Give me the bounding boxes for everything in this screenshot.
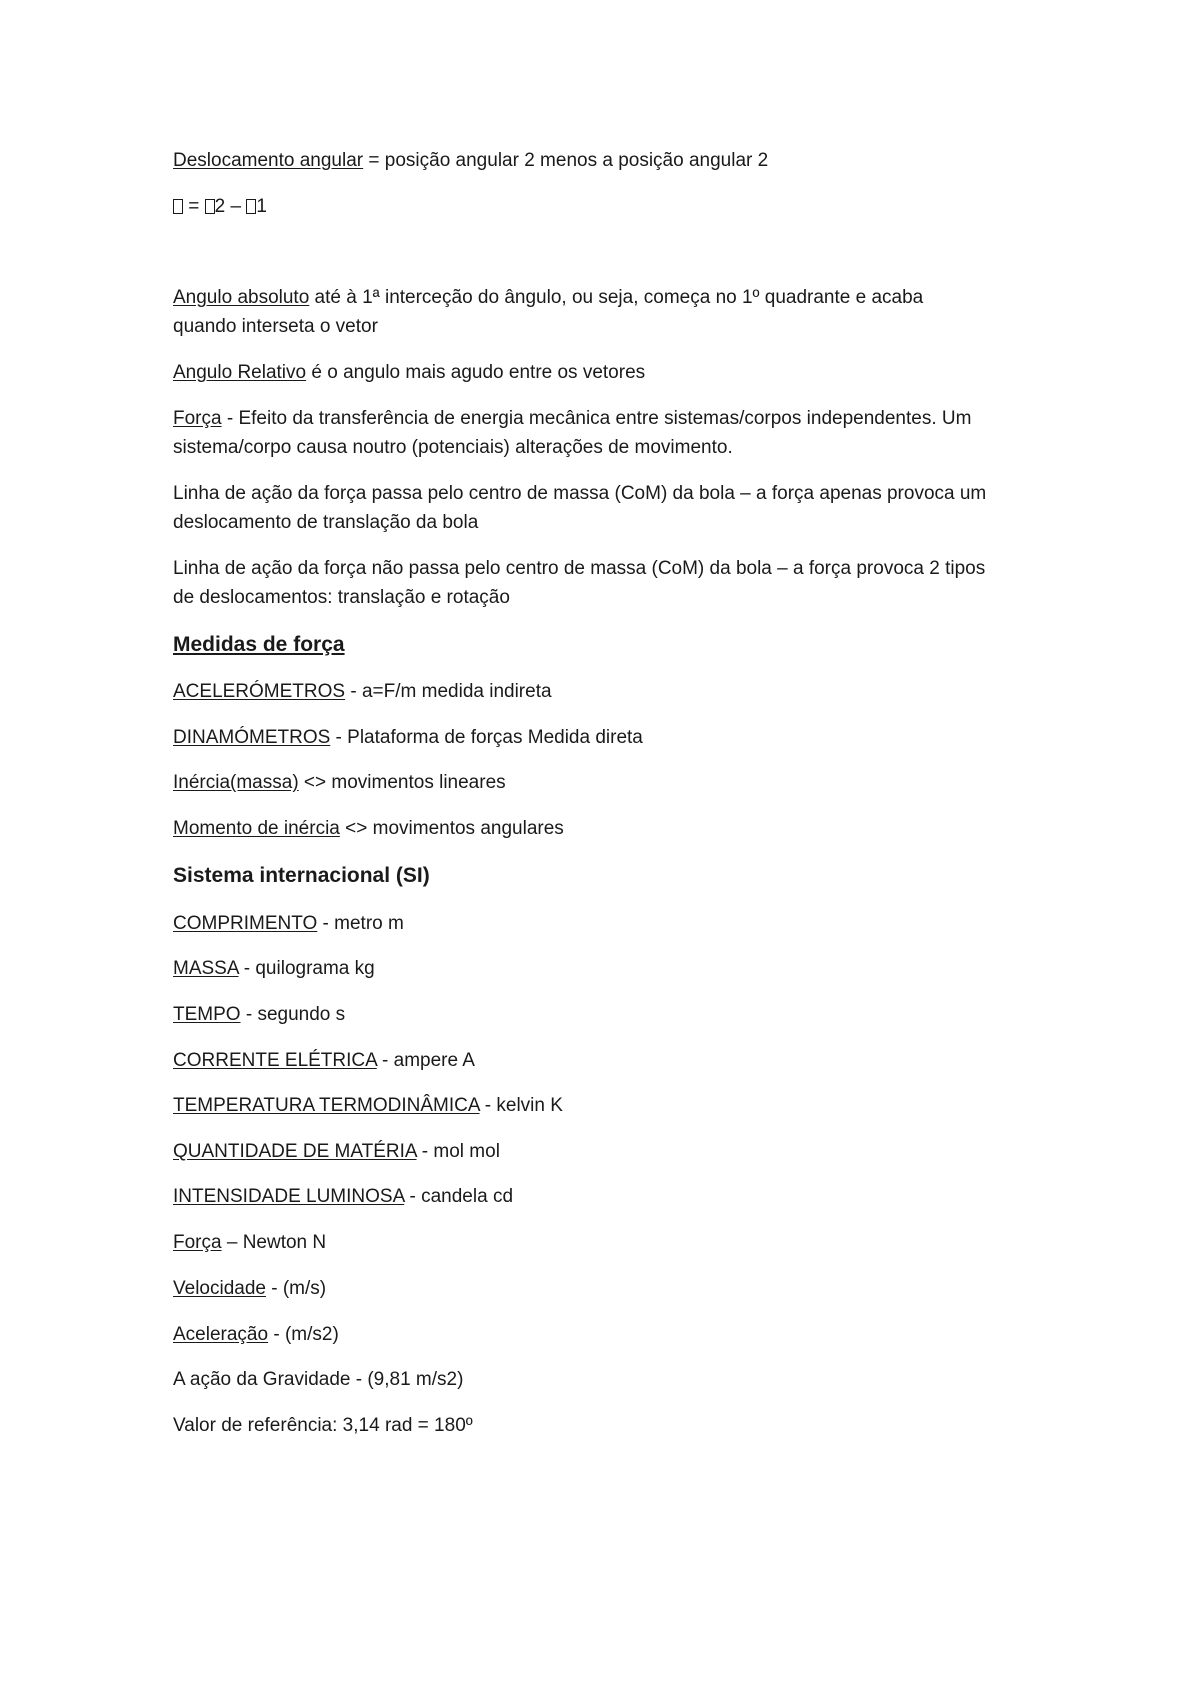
si-unit-item [173,1228,326,1257]
heading-medidas-de-forca: Medidas de força [173,633,345,656]
medidas-desc: - a=F/m medida indireta [345,681,552,702]
medidas-item [173,723,643,752]
theta-symbol-glyph [246,199,256,214]
linha-acao-2-line-2 [173,583,510,612]
medidas-item [173,814,564,843]
si-unit-item [173,954,375,983]
linha-acao-1-line-2 [173,508,478,537]
si-quantity: COMPRIMENTO [173,913,318,934]
deslocamento-angular-definition: = posição angular 2 menos a posição angular 2 [363,150,769,171]
si-unit: - quilograma kg [238,958,375,979]
si-quantity: TEMPERATURA TERMODINÂMICA [173,1095,480,1116]
linha-acao-1-line [173,479,986,508]
medidas-term: ACELERÓMETROS [173,681,346,702]
si-unit-item [173,909,404,938]
si-unit: - (m/s2) [268,1324,339,1345]
si-unit-item [173,1182,513,1211]
linha-acao-2-text-cont: de deslocamentos: translação e rotação [173,587,510,608]
medidas-item [173,677,552,706]
term-angulo-relativo: Angulo Relativo [173,362,307,383]
si-unit: - mol mol [416,1141,500,1162]
theta-symbol-glyph [205,199,215,214]
si-unit: - candela cd [404,1186,514,1207]
formula-theta1: 1 [256,196,267,217]
linha-acao-1-text: Linha de ação da força passa pelo centro de massa (CoM) da bola – a força apenas provoca um [173,483,987,504]
angular-formula-line [173,192,267,221]
formula-theta2: 2 – [214,196,247,217]
term-deslocamento-angular: Deslocamento angular [173,150,364,171]
forca-line [173,404,971,433]
medidas-desc: - Plataforma de forças Medida direta [330,727,643,748]
term-forca: Força [173,408,222,429]
si-quantity: MASSA [173,958,239,979]
si-unit-item [173,1137,500,1166]
medidas-term: Momento de inércia [173,818,340,839]
medidas-item [173,768,506,797]
formula-equals: = [183,196,205,217]
si-quantity: Aceleração [173,1324,269,1345]
medidas-term: Inércia(massa) [173,772,299,793]
si-quantity: QUANTIDADE DE MATÉRIA [173,1141,417,1162]
si-quantity: Velocidade [173,1278,266,1299]
medidas-desc: <> movimentos angulares [339,818,564,839]
si-unit: - ampere A [376,1050,475,1071]
si-unit: – Newton N [221,1232,327,1253]
linha-acao-1-text-cont: deslocamento de translação da bola [173,512,479,533]
valor-referencia-line: Valor de referência: 3,14 rad = 180º [173,1415,473,1436]
angulo-absoluto-line [173,283,923,312]
forca-definition: - Efeito da transferência de energia mecânica entre sistemas/corpos independentes. Um [221,408,972,429]
si-quantity: INTENSIDADE LUMINOSA [173,1186,405,1207]
heading-sistema-internacional: Sistema internacional (SI) [173,864,430,887]
term-angulo-absoluto: Angulo absoluto [173,287,310,308]
si-quantity: Força [173,1232,222,1253]
si-quantity: TEMPO [173,1004,241,1025]
si-unit: - segundo s [240,1004,346,1025]
si-unit-item [173,1000,345,1029]
angulo-absoluto-line-2 [173,312,378,341]
forca-line-2 [173,433,733,462]
si-unit: - kelvin K [479,1095,563,1116]
si-unit-item [173,1320,339,1349]
si-unit-item [173,1091,563,1120]
medidas-term: DINAMÓMETROS [173,727,331,748]
si-unit: - (m/s) [265,1278,327,1299]
angulo-absoluto-definition: até à 1ª interceção do ângulo, ou seja, começa no 1º quadrante e acaba [309,287,924,308]
angulo-absoluto-definition-cont: quando interseta o vetor [173,316,378,337]
forca-definition-cont: sistema/corpo causa noutro (potenciais) alterações de movimento. [173,437,733,458]
si-unit: - metro m [317,913,404,934]
medidas-desc: <> movimentos lineares [298,772,506,793]
si-unit-item [173,1274,326,1303]
si-unit-item [173,1046,475,1075]
angulo-relativo-definition: é o angulo mais agudo entre os vetores [306,362,646,383]
linha-acao-2-text: Linha de ação da força não passa pelo centro de massa (CoM) da bola – a força provoca 2 tipos [173,558,986,579]
gravidade-line: A ação da Gravidade - (9,81 m/s2) [173,1369,464,1390]
linha-acao-2-line [173,554,985,583]
angulo-relativo-line [173,358,645,387]
si-quantity: CORRENTE ELÉTRICA [173,1050,377,1071]
theta-symbol-glyph [173,199,183,214]
deslocamento-angular-line [173,146,768,175]
